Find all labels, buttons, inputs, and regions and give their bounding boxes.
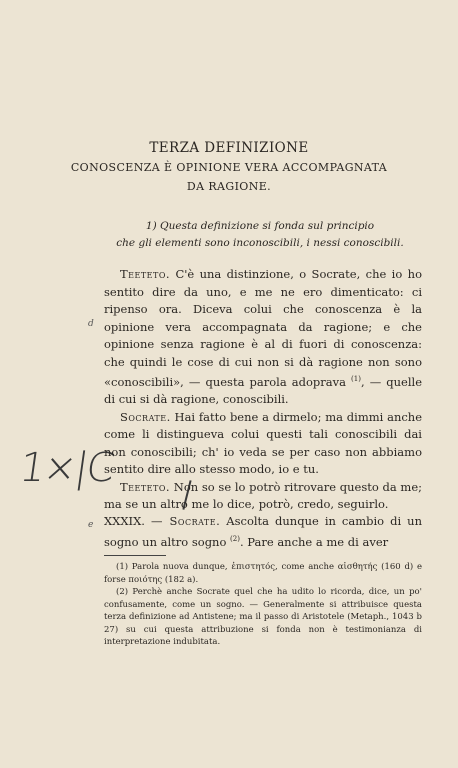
margin-marker-d: d — [88, 319, 94, 329]
section-number: XXXIX. — [104, 514, 145, 528]
speaker-label: Teeteto. — [120, 479, 171, 494]
footnote-ref-2: (2) — [230, 534, 240, 543]
footnote-ref-1: (1) — [351, 375, 361, 383]
paragraph-teeteto-1: Teeteto. C'è una distinzione, o Socrate, che io ho sentito dire da uno, e me ne ero dimenticato: ci ripenso ora. Diceva colui che conoscenza è la opinione vera accompagnata da ragione; e che opinione senza ragione è al di fuori di conoscenza: che quindi le cose di cui non si dà ragione non sono «conoscibili», — questa parola adoprava $^{(1)}$, — quelle di cui si dà ragione, conoscibili. — [104, 267, 423, 407]
summary-line-1: 1) Questa definizione si fonda sul principio — [145, 220, 375, 232]
speaker-label: Teeteto. — [120, 267, 171, 281]
paragraph-teeteto-2: Teeteto. Non so se lo potrò ritrovare questo da me; ma se un altro me lo dice, potrò, credo, seguirlo. — [104, 479, 422, 512]
paragraph-xxxix: XXXIX. — Socrate. Ascolta dunque in cambio di un sogno un altro sogno $^{(2)}$. Pare anche a me di aver — [104, 514, 422, 549]
chapter-subtitle-line-2: DA RAGIONE. — [186, 180, 272, 193]
speaker-label: — Socrate. — [150, 514, 221, 528]
chapter-subtitle-line-1: CONOSCENZA È OPINIONE VERA ACCOMPAGNATA — [70, 161, 388, 174]
margin-marker-e: e — [88, 520, 94, 530]
paragraph-socrate-1: Socrate. Hai fatto bene a dirmelo; ma dimmi anche come li distingueva colui questi tali conoscibili dai non conoscibili; ch' io veda se per caso non abbiamo sentito dire allo stesso modo, io e tu. — [104, 409, 422, 477]
chapter-title: TERZA DEFINIZIONE — [149, 140, 309, 156]
footnote-1: (1) Parola nuova dunque, ἐπιστητός, come anche αἰσθητής (160 d) e forse ποιότης (182 a). — [104, 562, 422, 585]
footnote-2: (2) Perchè anche Socrate quel che ha udito lo ricorda, dice, un po' confusamente, come un sogno. — Generalmente si attribuisce questa terza definizione ad Antistene; ma il passo di Aristotele (Metaph., 1043 b 27) su cui questa attribuzione si fonda non è testimonianza di interpretazione indubitata. — [104, 587, 422, 647]
section-xxxix — [104, 513, 422, 551]
speaker-label: Socrate. — [120, 409, 171, 424]
footnotes — [104, 561, 422, 649]
pencil-annotation: 1×|C — [16, 445, 116, 491]
footnote-rule — [104, 555, 166, 556]
summary-line-2: che gli elementi sono inconoscibili, i nessi conoscibili. — [116, 237, 404, 249]
dialogue-text — [104, 266, 422, 514]
